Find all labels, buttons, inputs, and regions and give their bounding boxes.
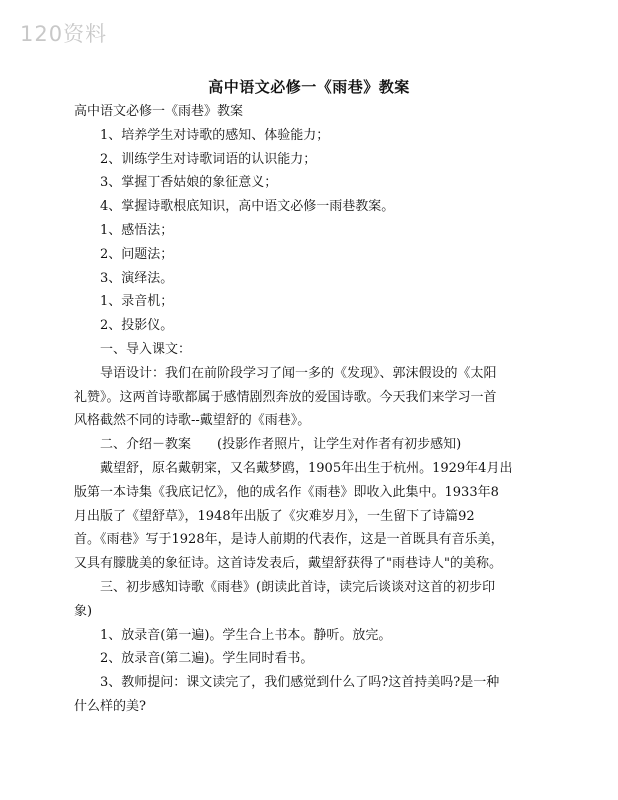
author-line-4: 首。《雨巷》写于1928年，是诗人前期的代表作，这是一首既具有音乐美， (74, 532, 504, 548)
section-heading-3: 三、初步感知诗歌《雨巷》(朗读此首诗，读完后谈谈对这首的初步印 (100, 579, 496, 595)
method-2: 2、问题法； (100, 246, 174, 262)
step-3: 3、教师提问：课文读完了，我们感觉到什么了吗?这首持美吗?是一种 (100, 675, 500, 691)
author-line-1: 戴望舒，原名戴朝寀，又名戴梦鸥，1905年出生于杭州。1929年4月出 (100, 460, 513, 476)
intro-line-1: 导语设计：我们在前阶段学习了闻一多的《发现》、郭沫假设的《太阳 (100, 365, 497, 381)
section-heading-1: 一、导入课文： (100, 341, 192, 357)
intro-line-2: 礼赞》。这两首诗歌都属于感情剧烈奔放的爱国诗歌。今天我们来学习一首 (74, 389, 497, 405)
document-body (74, 100, 552, 719)
method-3: 3、演绎法。 (100, 270, 174, 286)
watermark-logo: 120资料 (20, 22, 108, 46)
step-1: 1、放录音(第一遍)。学生合上书本。静听。放完。 (100, 627, 392, 643)
author-line-2: 版第一本诗集《我底记忆》，他的成名作《雨巷》即收入此集中。1933年8 (74, 484, 499, 500)
author-line-3: 月出版了《望舒草》，1948年出版了《灾难岁月》，一生留下了诗篇92 (74, 508, 475, 524)
tool-1: 1、录音机； (100, 294, 174, 310)
objective-3: 3、掌握丁香姑娘的象征意义； (100, 175, 278, 191)
section-heading-2: 二、介绍－教案 (投影作者照片，让学生对作者有初步感知) (100, 437, 462, 453)
objective-2: 2、训练学生对诗歌词语的认识能力； (100, 151, 317, 167)
step-2: 2、放录音(第二遍)。学生同时看书。 (100, 651, 314, 667)
subtitle-line: 高中语文必修一《雨巷》教案 (74, 104, 244, 119)
method-1: 1、感悟法； (100, 222, 174, 238)
objective-4: 4、掌握诗歌根底知识，高中语文必修一雨巷教案。 (100, 199, 395, 215)
tool-2: 2、投影仪。 (100, 318, 174, 334)
section-heading-3-cont: 象) (74, 603, 93, 619)
step-3-cont: 什么样的美? (74, 698, 146, 714)
document-title: 高中语文必修一《雨巷》教案 (208, 78, 410, 96)
intro-line-3: 风格截然不同的诗歌--戴望舒的《雨巷》。 (74, 413, 311, 429)
author-line-5: 又具有朦胧美的象征诗。这首诗发表后，戴望舒获得了"雨巷诗人"的美称。 (74, 556, 502, 572)
objective-1: 1、培养学生对诗歌的感知、体验能力； (100, 127, 330, 143)
